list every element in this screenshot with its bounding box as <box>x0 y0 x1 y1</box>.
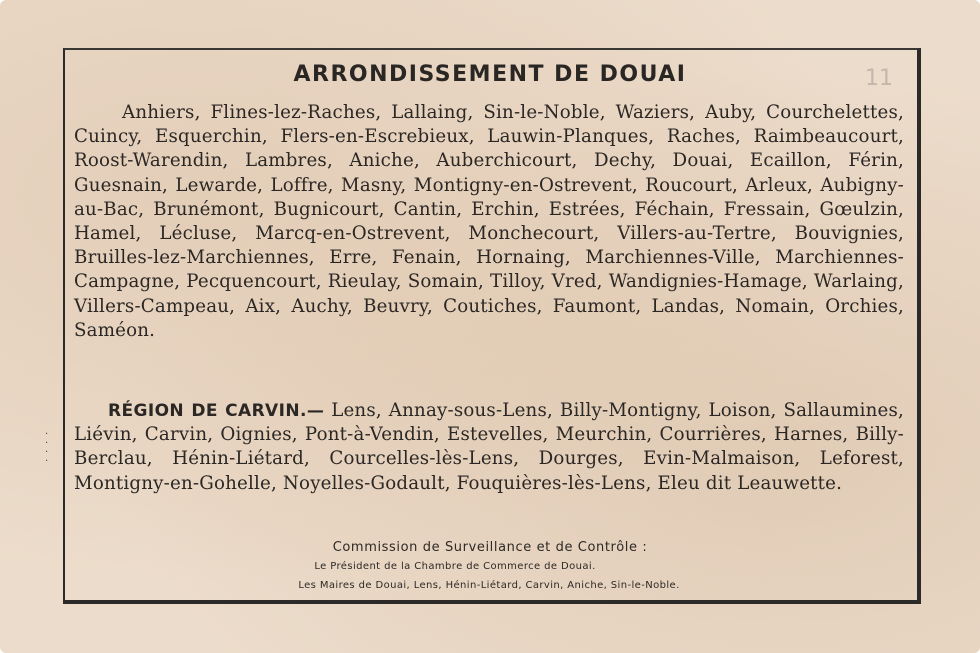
document-title: ARRONDISSEMENT DE DOUAI <box>293 62 687 87</box>
faded-corner-mark: 11 <box>865 66 893 91</box>
commission-president: Le Président de la Chambre de Commerce de Douai. <box>314 561 596 572</box>
region-label: RÉGION DE CARVIN.— <box>108 401 325 421</box>
commission-mayors: Les Maires de Douai, Lens, Hénin-Liétard, Carvin, Aniche, Sin-le-Noble. <box>298 580 680 591</box>
region-communes: Lens, Annay-sous-Lens, Billy-Montigny, Loison, Sallaumines, Liévin, Carvin, Oignies, Pont-à-Vendin, Estevelles, Meurchin, Courrières, Harnes, Billy-Berclau, Hénin-Liétard, Courcelles-lès-Lens, Dourges, Evin-Malmaison, Leforest, Montigny-en-Gohelle, Noyelles-Godault, Fouquières-lès-Lens, Eleu dit Leauwette. <box>74 400 904 494</box>
commission-heading: Commission de Surveillance et de Contrôle : <box>332 540 648 555</box>
commune-list-douai: Anhiers, Flines-lez-Raches, Lallaing, Sin-le-Noble, Waziers, Auby, Courchelettes, Cuincy, Esquerchin, Flers-en-Escrebieux, Lauwin-Planques, Raches, Raimbeaucourt, Roost-Warendin, Lambres, Aniche, Auberchicourt, Dechy, Douai, Ecaillon, Férin, Guesnain, Lewarde, Loffre, Masny, Montigny-en-Ostrevent, Roucourt, Arleux, Aubigny-au-Bac, Brunémont, Bugnicourt, Cantin, Erchin, Estrées, Féchain, Fressain, Gœulzin, Hamel, Lécluse, Marcq-en-Ostrevent, Monchecourt, Villers-au-Tertre, Bouvignies, Bruilles-lez-Marchiennes, Erre, Fenain, Hornaing, Marchiennes-Ville, Marchiennes-Campagne, Pecquencourt, Rieulay, Somain, Tilloy, Vred, Wandignies-Hamage, Warlaing, Villers-Campeau, Aix, Auchy, Beuvry, Coutiches, Faumont, Landas, Nomain, Orchies, Saméon. <box>74 102 904 341</box>
margin-dots: · · · · <box>45 429 49 467</box>
commune-list-carvin <box>74 399 904 496</box>
